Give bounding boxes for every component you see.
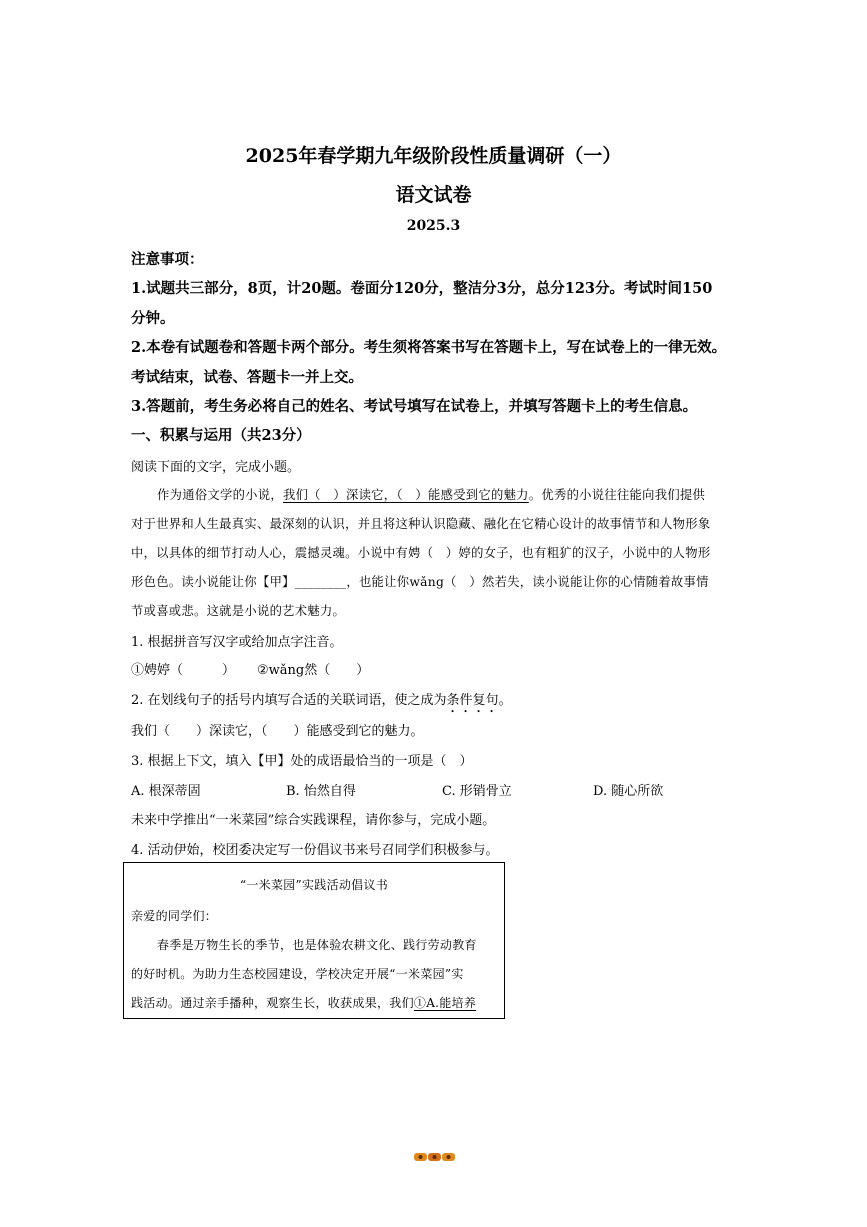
proposal-paragraph-line-3 bbox=[131, 994, 476, 1011]
notice-heading: 注意事项： bbox=[131, 251, 204, 268]
section-1-heading: 一、积累与运用（共23分） bbox=[131, 427, 311, 444]
passage-text: 。优秀的小说往往能向我们提供 bbox=[528, 488, 706, 502]
notice-item-3: 3.答题前，考生务必将自己的姓名、考试号填写在试卷上，并填写答题卡上的考生信息。 bbox=[131, 398, 698, 415]
question-1-part-b: ②wǎng然（ ） bbox=[257, 663, 370, 678]
option-c: C. 形销骨立 bbox=[442, 784, 512, 799]
passage-line-4: 形色色。读小说能让你【甲】________，也能让你wǎng（ ）然若失，读小说能让你的心情随着故事情 bbox=[131, 575, 709, 589]
notice-item-2-line-1: 2.本卷有试题卷和答题卡两个部分。考生须将答案书写在答题卡上，写在试卷上的一律无效。 bbox=[131, 339, 727, 356]
question-3-stem: 3. 根据上下文，填入【甲】处的成语最恰当的一项是（ ） bbox=[131, 754, 473, 769]
proposal-title: “一米菜园”实践活动倡议书 bbox=[239, 878, 389, 892]
passage-text: 作为通俗文学的小说， bbox=[157, 488, 283, 502]
reading-instruction: 阅读下面的文字，完成小题。 bbox=[131, 460, 301, 475]
passage-line-3: 中，以具体的细节打动人心，震撼灵魂。小说中有娉（ ）婷的女子，也有粗犷的汉子，小说中的人物形 bbox=[131, 546, 711, 560]
proposal-box bbox=[123, 862, 505, 1019]
exam-date: 2025.3 bbox=[406, 218, 461, 234]
option-d: D. 随心所欲 bbox=[593, 784, 664, 799]
proposal-underlined-choice: ①A.能培养 bbox=[413, 996, 477, 1010]
option-a: A. 根深蒂固 bbox=[131, 784, 201, 799]
option-b: B. 怡然自得 bbox=[286, 784, 356, 799]
notice-item-1-line-1: 1.试题共三部分，8页，计20题。卷面分120分，整洁分3分，总分123分。考试时间150 bbox=[131, 280, 713, 297]
watermark-logo-icon bbox=[414, 1152, 456, 1162]
question-1-stem: 1. 根据拼音写汉字或给加点字注音。 bbox=[131, 635, 343, 650]
question-2-sentence: 我们（ ）深读它，（ ）能感受到它的魅力。 bbox=[131, 724, 424, 739]
underlined-sentence: 我们（ ）深读它，（ ）能感受到它的魅力 bbox=[282, 488, 529, 502]
notice-item-2-line-2: 考试结束，试卷、答题卡一并上交。 bbox=[131, 369, 363, 386]
notice-item-1-line-2: 分钟。 bbox=[131, 310, 175, 327]
question-2-stem-text: 2. 在划线句子的括号内填写合适的关联词语，使之成为 bbox=[131, 693, 447, 708]
question-2-stem-end: 。 bbox=[498, 693, 512, 708]
question-2-stem bbox=[131, 689, 512, 716]
question-4-stem: 4. 活动伊始，校团委决定写一份倡议书来号召同学们积极参与。 bbox=[131, 843, 499, 858]
emphasized-term: 条件复句 bbox=[446, 693, 499, 708]
activity-intro: 未来中学推出“一米菜园”综合实践课程，请你参与，完成小题。 bbox=[131, 813, 496, 828]
proposal-paragraph-line-2: 的好时机。为助力生态校园建设，学校决定开展“一米菜园”实 bbox=[131, 967, 464, 981]
proposal-salutation: 亲爱的同学们： bbox=[131, 909, 218, 923]
proposal-text: 践活动。通过亲手播种，观察生长，收获成果，我们 bbox=[131, 996, 414, 1010]
exam-subject: 语文试卷 bbox=[395, 184, 472, 206]
question-1-part-a: ①娉婷（ ） bbox=[131, 663, 236, 678]
passage-line-5: 节或喜或悲。这就是小说的艺术魅力。 bbox=[131, 604, 346, 618]
passage-line-1 bbox=[157, 485, 705, 503]
passage-line-2: 对于世界和人生最真实、最深刻的认识，并且将这种认识隐藏、融化在它精心设计的故事情节和人物形象 bbox=[131, 517, 711, 531]
proposal-paragraph-line-1: 春季是万物生长的季节，也是体验农耕文化、践行劳动教育 bbox=[157, 938, 477, 952]
exam-title: 2025年春学期九年级阶段性质量调研（一） bbox=[245, 145, 622, 167]
